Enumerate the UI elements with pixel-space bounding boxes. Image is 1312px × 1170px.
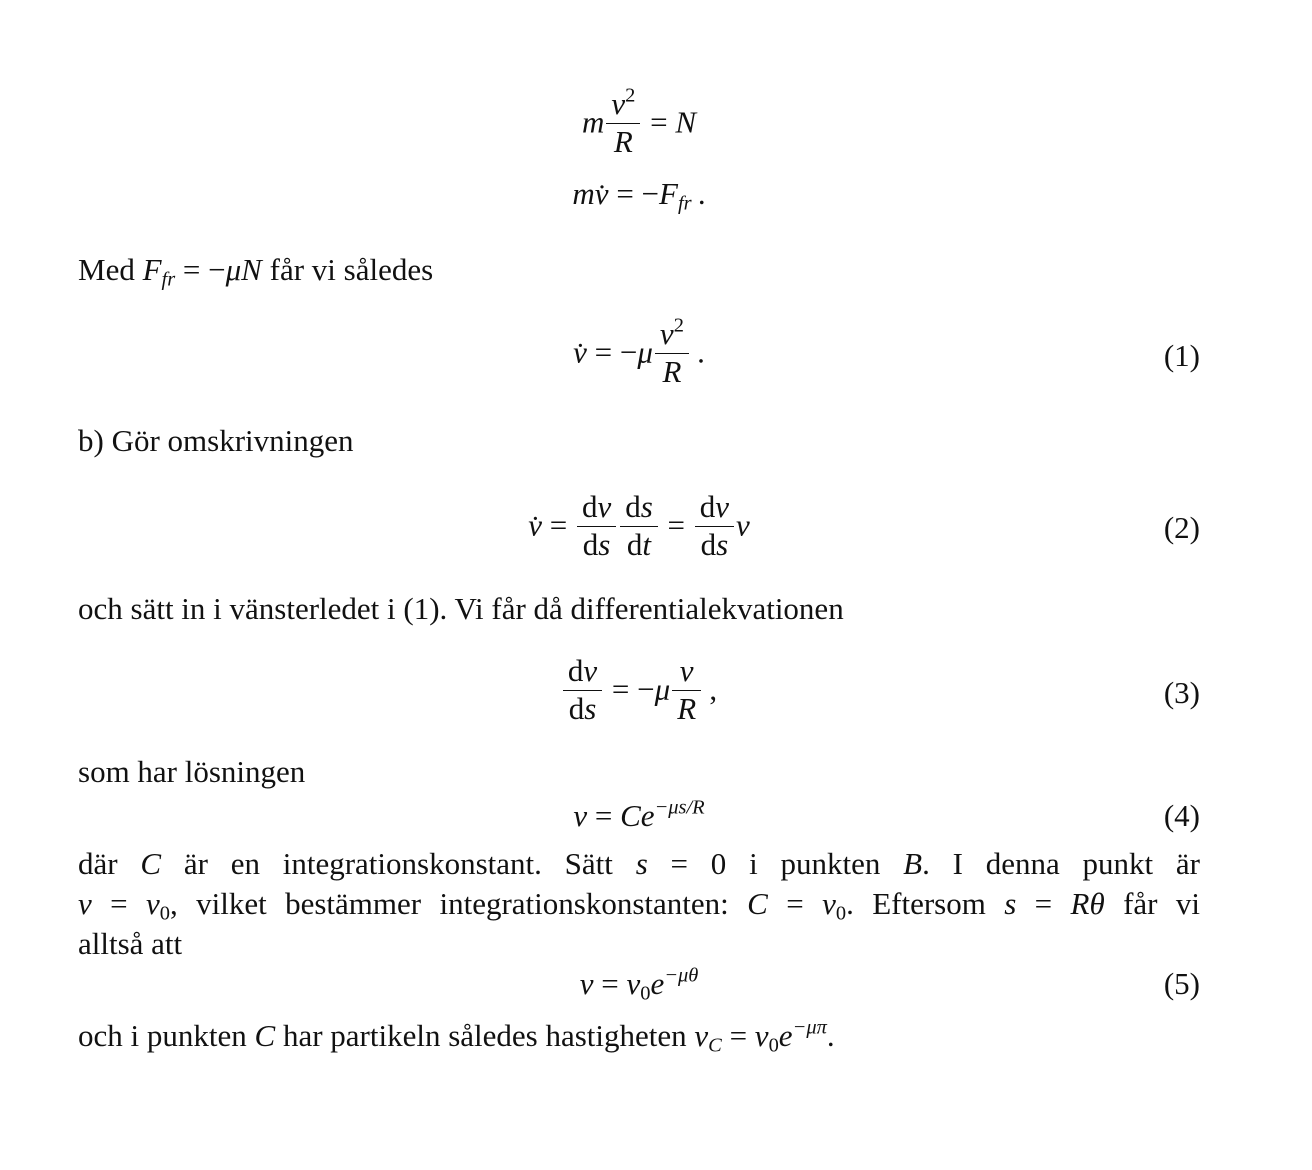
text-run: =: [1016, 885, 1071, 921]
m-v-dot: mv̇: [572, 176, 609, 212]
display-equation-system: [78, 84, 1200, 216]
text-run: där: [78, 845, 141, 881]
math-run: v: [597, 488, 612, 524]
math-run: s: [640, 488, 653, 524]
numerator: [620, 489, 658, 526]
math-run: C: [140, 845, 162, 881]
text-run: =: [587, 797, 621, 833]
v-over-R-fraction: [672, 653, 701, 727]
text-run: , vilket bestämmer integrationskonstanten:: [170, 885, 748, 921]
math-run: Rθ: [1070, 885, 1105, 921]
equation-tangential: [78, 174, 1200, 214]
text-run: d: [567, 653, 584, 689]
v-squared-over-R-fraction: [606, 86, 640, 160]
denominator: [620, 526, 658, 564]
text-run: får vi: [1104, 885, 1200, 921]
text-run: och sätt in i vänsterledet i (1). Vi får då differentialekvationen: [78, 591, 844, 627]
text-run: .: [690, 334, 705, 370]
math-run: 0: [159, 902, 170, 925]
equation-number-4: (4): [1163, 797, 1200, 833]
math-run: v: [679, 653, 694, 689]
dv-over-ds-fraction: [577, 489, 616, 563]
text-run: Med: [78, 252, 143, 288]
equation-4-body: [78, 796, 1200, 836]
equation-1-body: [78, 315, 1200, 392]
text-run: är en integrationskonstant. Sätt: [161, 845, 636, 881]
numerator: [577, 489, 616, 526]
math-run: C: [254, 1017, 276, 1053]
equation-number-1: (1): [1163, 337, 1200, 373]
math-run: F: [142, 252, 162, 288]
math-run: 0: [768, 1034, 779, 1057]
math-run: μ: [654, 671, 671, 707]
text-run: ,: [703, 671, 718, 707]
text-run: =: [91, 885, 147, 921]
text-run: d: [625, 488, 641, 524]
math-run: fr: [161, 269, 176, 292]
math-run: s: [584, 691, 597, 727]
math-run: v: [659, 316, 674, 352]
text-run: b) Gör omskrivningen: [78, 422, 354, 458]
math-run: v: [715, 488, 730, 524]
display-equation-2: [78, 488, 1200, 565]
math-run: s: [716, 526, 729, 562]
text-run: alltså att: [78, 925, 183, 961]
paragraph-line: [78, 844, 1200, 884]
text-run: d: [626, 526, 643, 562]
math-run: C: [708, 1034, 722, 1057]
math-run: t: [642, 526, 652, 562]
numerator: [672, 653, 701, 690]
text-run: d: [700, 526, 717, 562]
math-run: R: [662, 354, 682, 390]
math-run: e: [650, 965, 665, 1001]
math-run: 0: [835, 902, 847, 925]
paragraph-integration-constant: [78, 844, 1200, 964]
denominator: [606, 123, 640, 161]
v-dot: v̇: [528, 507, 542, 543]
paragraph-friction-substitution: [78, 250, 1200, 290]
math-run: μ: [637, 334, 653, 370]
text-run: = −: [586, 334, 638, 370]
equation-5-body: [78, 964, 1200, 1004]
text-run: =: [541, 507, 575, 543]
exponent-minus-mu-s-over-R: −μs/R: [654, 796, 705, 819]
paragraph-conclusion: [78, 1016, 1200, 1056]
paragraph-solution-intro: [78, 752, 1200, 792]
math-run: v: [146, 885, 160, 921]
text-run: = −: [175, 252, 226, 288]
math-run: v: [694, 1017, 709, 1053]
math-run: 0: [640, 982, 651, 1005]
text-run: =: [721, 1017, 755, 1053]
text-run: d: [699, 488, 716, 524]
text-run: = −: [608, 176, 660, 212]
text-run: och i punkten: [78, 1017, 255, 1053]
math-run: 2: [673, 315, 684, 338]
math-run: v: [573, 797, 588, 833]
display-equation-1: [78, 315, 1200, 392]
text-run: .: [691, 176, 706, 212]
exponent-minus-mu-theta: −μθ: [664, 964, 699, 987]
math-run: s: [598, 526, 611, 562]
math-run: v: [754, 1017, 769, 1053]
math-run: s: [1004, 885, 1017, 921]
text-run: . Eftersom: [846, 885, 1005, 921]
display-equation-4: [78, 796, 1200, 836]
math-run: s: [635, 845, 648, 881]
dv-over-ds-fraction: [695, 489, 734, 563]
text-run: d: [581, 488, 598, 524]
math-run: v: [736, 507, 750, 543]
denominator: [695, 526, 734, 564]
normal-force-symbol: N: [675, 104, 697, 140]
text-run: får vi således: [261, 252, 434, 288]
math-run: R: [613, 123, 633, 159]
display-equation-3: [78, 655, 1200, 729]
text-run: = −: [604, 671, 655, 707]
paragraph-line: [78, 884, 1200, 924]
text-run: =: [659, 507, 693, 543]
text-run: som har lösningen: [78, 753, 306, 789]
math-run: v: [611, 86, 626, 121]
display-equation-5: [78, 964, 1200, 1004]
exponent-minus-mu-pi: −μπ: [792, 1016, 827, 1039]
text-run: d: [568, 691, 585, 727]
math-run: v: [626, 965, 641, 1001]
numerator: [606, 86, 640, 123]
text-run: =: [593, 965, 627, 1001]
equation-number-2: (2): [1163, 510, 1200, 546]
equation-centripetal: [78, 84, 1200, 162]
equation-2-body: [78, 488, 1200, 565]
math-run: 2: [625, 84, 636, 107]
equation-number-3: (3): [1163, 674, 1200, 710]
paragraph-insert-into-1: [78, 589, 1200, 629]
math-run: e: [778, 1017, 793, 1053]
text-run: =: [767, 885, 823, 921]
numerator: [695, 489, 734, 526]
math-run: Ce: [620, 797, 655, 833]
denominator: [563, 690, 602, 728]
equation-number-5: (5): [1163, 965, 1200, 1001]
paragraph-line: [78, 924, 1200, 964]
math-run: B: [903, 845, 923, 881]
equation-3-body: [78, 655, 1200, 729]
numerator: [563, 653, 602, 690]
math-run: v: [579, 965, 594, 1001]
mass-symbol: m: [581, 104, 605, 140]
v-dot: v̇: [573, 334, 587, 370]
text-run: .: [826, 1017, 835, 1053]
text-run: . I denna punkt är: [922, 845, 1200, 881]
text-run: = 0 i punkten: [647, 845, 904, 881]
math-run: R: [677, 691, 697, 727]
label-part-b: [78, 421, 1200, 461]
text-run: d: [582, 526, 599, 562]
numerator: [655, 316, 689, 353]
math-run: v: [583, 653, 598, 689]
friction-force-symbol: F: [659, 176, 678, 212]
math-run: C: [747, 885, 768, 921]
denominator: [655, 353, 689, 391]
v-squared-over-R-fraction: [655, 316, 689, 390]
denominator: [577, 526, 616, 564]
text-run: har partikeln således hastigheten: [275, 1017, 695, 1053]
text-run: =: [642, 104, 676, 140]
math-run: μN: [225, 252, 262, 288]
math-run: fr: [677, 193, 692, 216]
math-run: v: [78, 885, 92, 921]
dv-over-ds-fraction: [563, 653, 602, 727]
ds-over-dt-fraction: [620, 489, 658, 563]
denominator: [672, 690, 701, 728]
math-run: v: [822, 885, 836, 921]
